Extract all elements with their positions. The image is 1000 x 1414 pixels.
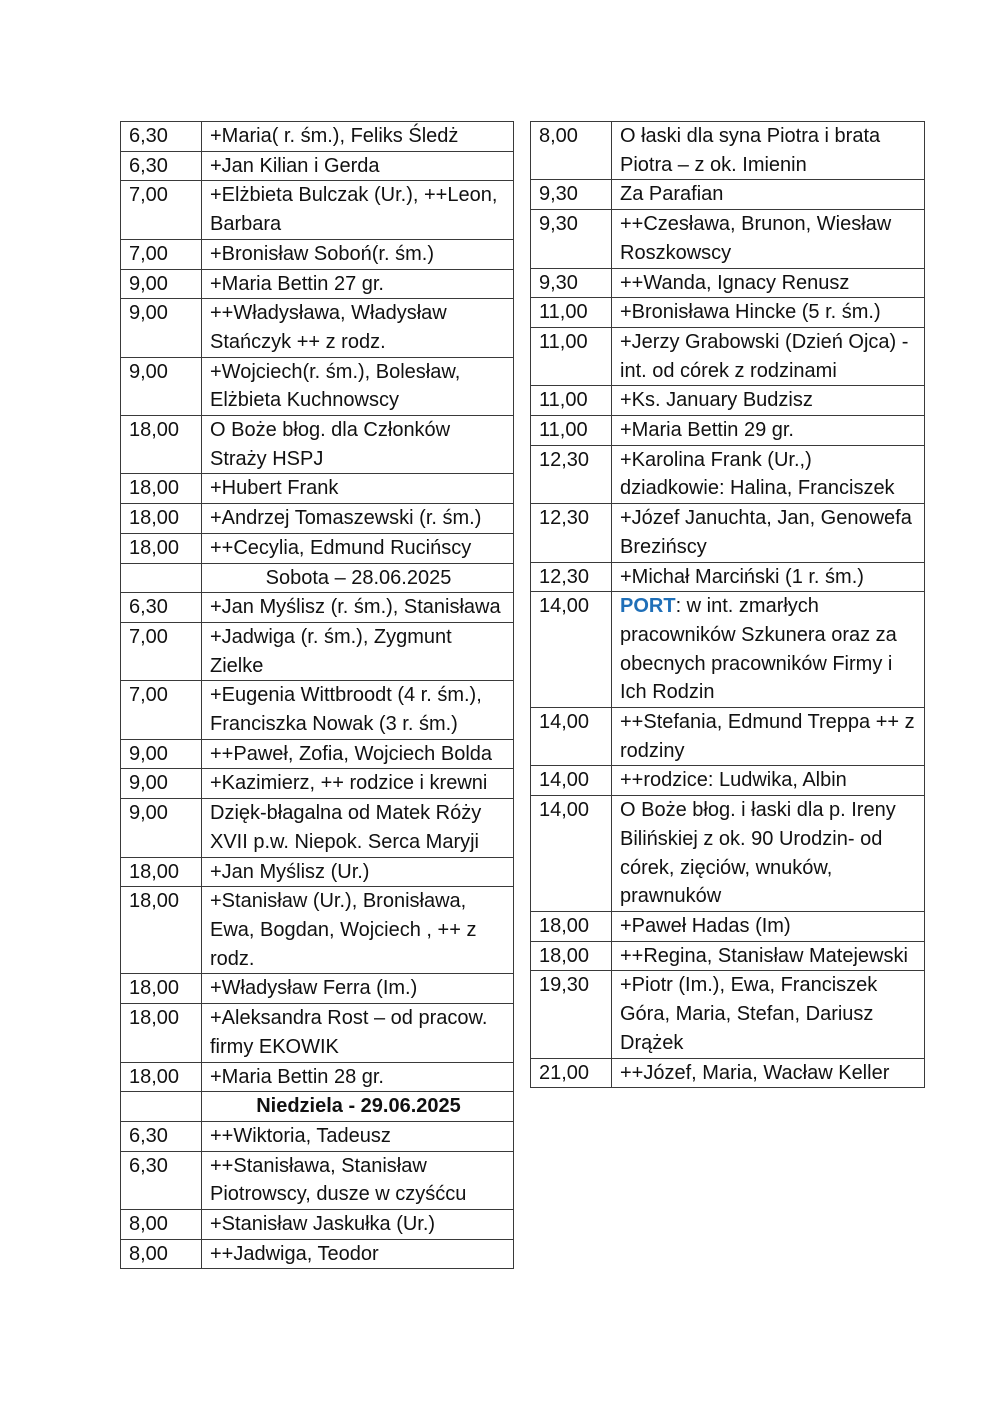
mass-time: 18,00 — [121, 474, 202, 504]
right-table-body — [531, 122, 925, 1088]
mass-intention: O łaski dla syna Piotra i brata Piotra – z ok. Imienin — [612, 122, 925, 180]
mass-intention: +Andrzej Tomaszewski (r. śm.) — [202, 504, 514, 534]
mass-intention-row — [531, 1058, 925, 1088]
mass-time: 18,00 — [121, 1062, 202, 1092]
mass-intention: +Józef Januchta, Jan, Genowefa Brezińscy — [612, 504, 925, 562]
mass-time: 7,00 — [121, 181, 202, 239]
mass-time: 18,00 — [531, 941, 612, 971]
mass-intention-row — [121, 269, 514, 299]
mass-intention: +Maria Bettin 27 gr. — [202, 269, 514, 299]
mass-intention-row — [121, 857, 514, 887]
mass-intention: +Piotr (Im.), Ewa, Franciszek Góra, Maria, Stefan, Dariusz Drążek — [612, 971, 925, 1058]
mass-intention: +Kazimierz, ++ rodzice i krewni — [202, 769, 514, 799]
mass-intention-row — [531, 416, 925, 446]
mass-intention: +Władysław Ferra (Im.) — [202, 974, 514, 1004]
mass-time: 14,00 — [531, 592, 612, 708]
mass-time: 14,00 — [531, 766, 612, 796]
intention-text: : w int. zmarłych pracowników Szkunera oraz za obecnych pracowników Firmy i Ich Rodzin — [620, 595, 897, 704]
mass-time: 18,00 — [121, 887, 202, 974]
mass-time: 18,00 — [531, 911, 612, 941]
mass-intention-row — [531, 210, 925, 268]
mass-intention: +Wojciech(r. śm.), Bolesław, Elżbieta Kuchnowscy — [202, 357, 514, 415]
mass-time: 7,00 — [121, 239, 202, 269]
mass-intention: ++Cecylia, Edmund Rucińscy — [202, 533, 514, 563]
mass-intention-row — [121, 974, 514, 1004]
mass-intention-row — [121, 122, 514, 152]
mass-intention-row — [531, 180, 925, 210]
mass-intention: O Boże błog. i łaski dla p. Ireny Bilińskiej z ok. 90 Urodzin- od córek, zięciów, wnuków, prawnuków — [612, 796, 925, 912]
mass-time: 9,00 — [121, 769, 202, 799]
mass-time: 21,00 — [531, 1058, 612, 1088]
mass-intention: O Boże błog. dla Członków Straży HSPJ — [202, 416, 514, 474]
mass-intention: +Paweł Hadas (Im) — [612, 911, 925, 941]
mass-time: 18,00 — [121, 857, 202, 887]
mass-intention: +Michał Marciński (1 r. śm.) — [612, 562, 925, 592]
mass-intention-row — [121, 887, 514, 974]
mass-intention: ++Wiktoria, Tadeusz — [202, 1121, 514, 1151]
mass-intention-row — [121, 151, 514, 181]
mass-time: 6,30 — [121, 593, 202, 623]
mass-time: 18,00 — [121, 504, 202, 534]
mass-time: 11,00 — [531, 327, 612, 385]
empty-time-cell — [121, 1092, 202, 1122]
mass-intention-row — [121, 1004, 514, 1062]
mass-intention-row — [531, 911, 925, 941]
mass-intention: +Stanisław (Ur.), Bronisława, Ewa, Bogdan, Wojciech , ++ z rodz. — [202, 887, 514, 974]
mass-time: 12,30 — [531, 445, 612, 503]
mass-intention-row — [121, 1151, 514, 1209]
mass-intention-row — [121, 533, 514, 563]
mass-time: 14,00 — [531, 708, 612, 766]
mass-time: 8,00 — [531, 122, 612, 180]
mass-intention-row — [121, 504, 514, 534]
mass-intention-row — [121, 299, 514, 357]
mass-time: 12,30 — [531, 562, 612, 592]
mass-time: 18,00 — [121, 416, 202, 474]
mass-intention: +Elżbieta Bulczak (Ur.), ++Leon, Barbara — [202, 181, 514, 239]
mass-intention-row — [531, 971, 925, 1058]
mass-intention: +Jan Myślisz (Ur.) — [202, 857, 514, 887]
mass-intention: +Stanisław Jaskułka (Ur.) — [202, 1210, 514, 1240]
mass-time: 11,00 — [531, 416, 612, 446]
mass-intention-row — [121, 1239, 514, 1269]
mass-intention-row — [531, 708, 925, 766]
mass-time: 7,00 — [121, 622, 202, 680]
mass-intention-row — [531, 445, 925, 503]
mass-intention: +Bronisława Hincke (5 r. śm.) — [612, 298, 925, 328]
mass-time: 7,00 — [121, 681, 202, 739]
mass-time: 9,00 — [121, 357, 202, 415]
mass-intention: +Bronisław Soboń(r. śm.) — [202, 239, 514, 269]
mass-intention-row — [121, 593, 514, 623]
mass-time: 9,30 — [531, 268, 612, 298]
mass-time: 9,00 — [121, 269, 202, 299]
day-header: Niedziela - 29.06.2025 — [202, 1092, 514, 1122]
mass-intention-row — [531, 268, 925, 298]
mass-intention: ++Stanisława, Stanisław Piotrowscy, dusze w czyśćcu — [202, 1151, 514, 1209]
mass-time: 6,30 — [121, 1121, 202, 1151]
mass-intention: ++rodzice: Ludwika, Albin — [612, 766, 925, 796]
mass-intention: ++Jadwiga, Teodor — [202, 1239, 514, 1269]
mass-intention: Za Parafian — [612, 180, 925, 210]
mass-intention-row — [531, 298, 925, 328]
mass-intention-row — [121, 799, 514, 857]
mass-intention: ++Czesława, Brunon, Wiesław Roszkowscy — [612, 210, 925, 268]
mass-intention-row — [121, 1210, 514, 1240]
mass-time: 6,30 — [121, 151, 202, 181]
mass-time: 6,30 — [121, 122, 202, 152]
mass-intention-row — [121, 1062, 514, 1092]
mass-time: 6,30 — [121, 1151, 202, 1209]
mass-intention-row — [121, 416, 514, 474]
mass-intention: +Jan Myślisz (r. śm.), Stanisława — [202, 593, 514, 623]
mass-intention: Dzięk-błagalna od Matek Róży XVII p.w. Niepok. Serca Maryji — [202, 799, 514, 857]
mass-intention: +Aleksandra Rost – od pracow. firmy EKOWIK — [202, 1004, 514, 1062]
mass-intention-row — [531, 796, 925, 912]
mass-intention-row — [531, 386, 925, 416]
mass-intention: +Jadwiga (r. śm.), Zygmunt Zielke — [202, 622, 514, 680]
mass-intention-row — [531, 122, 925, 180]
mass-intention-row — [531, 592, 925, 708]
mass-intention: +Maria( r. śm.), Feliks Śledż — [202, 122, 514, 152]
mass-time: 9,00 — [121, 799, 202, 857]
mass-intention: ++Paweł, Zofia, Wojciech Bolda — [202, 739, 514, 769]
mass-intention: +Ks. January Budzisz — [612, 386, 925, 416]
mass-intention: ++Stefania, Edmund Treppa ++ z rodziny — [612, 708, 925, 766]
mass-intention: ++Regina, Stanisław Matejewski — [612, 941, 925, 971]
mass-time: 18,00 — [121, 533, 202, 563]
mass-time: 9,00 — [121, 739, 202, 769]
left-table-body — [121, 122, 514, 1269]
mass-intention-row — [121, 474, 514, 504]
mass-time: 11,00 — [531, 298, 612, 328]
mass-time: 18,00 — [121, 974, 202, 1004]
mass-intention-row — [121, 1121, 514, 1151]
mass-intention: +Eugenia Wittbroodt (4 r. śm.), Franciszka Nowak (3 r. śm.) — [202, 681, 514, 739]
mass-intention: ++Józef, Maria, Wacław Keller — [612, 1058, 925, 1088]
mass-intention: +Jan Kilian i Gerda — [202, 151, 514, 181]
empty-time-cell — [121, 563, 202, 593]
mass-schedule-table-right — [530, 121, 925, 1088]
mass-intention: +Maria Bettin 28 gr. — [202, 1062, 514, 1092]
mass-intention: ++Wanda, Ignacy Renusz — [612, 268, 925, 298]
mass-time: 19,30 — [531, 971, 612, 1058]
mass-intention-row — [531, 562, 925, 592]
mass-intention: +Jerzy Grabowski (Dzień Ojca) - int. od córek z rodzinami — [612, 327, 925, 385]
mass-time: 8,00 — [121, 1210, 202, 1240]
mass-time: 9,00 — [121, 299, 202, 357]
mass-intention-row — [121, 681, 514, 739]
mass-intention: ++Władysława, Władysław Stańczyk ++ z rodz. — [202, 299, 514, 357]
mass-intention-row — [531, 504, 925, 562]
mass-schedule-table-left — [120, 121, 514, 1269]
day-header-row — [121, 563, 514, 593]
mass-time: 9,30 — [531, 180, 612, 210]
mass-time: 8,00 — [121, 1239, 202, 1269]
mass-intention: +Hubert Frank — [202, 474, 514, 504]
mass-intention-row — [531, 327, 925, 385]
mass-intention-row — [121, 181, 514, 239]
mass-time: 14,00 — [531, 796, 612, 912]
mass-time: 11,00 — [531, 386, 612, 416]
mass-time: 12,30 — [531, 504, 612, 562]
intention-keyword: PORT — [620, 595, 676, 618]
mass-intention: +Karolina Frank (Ur.,) dziadkowie: Halina, Franciszek — [612, 445, 925, 503]
mass-time: 9,30 — [531, 210, 612, 268]
mass-intention-row — [121, 622, 514, 680]
mass-intention-row — [121, 739, 514, 769]
day-header: Sobota – 28.06.2025 — [202, 563, 514, 593]
mass-intention — [612, 592, 925, 708]
day-header-row — [121, 1092, 514, 1122]
mass-intention-row — [121, 357, 514, 415]
mass-time: 18,00 — [121, 1004, 202, 1062]
mass-intention-row — [121, 769, 514, 799]
mass-intention: +Maria Bettin 29 gr. — [612, 416, 925, 446]
mass-intention-row — [531, 941, 925, 971]
mass-intention-row — [531, 766, 925, 796]
mass-intention-row — [121, 239, 514, 269]
